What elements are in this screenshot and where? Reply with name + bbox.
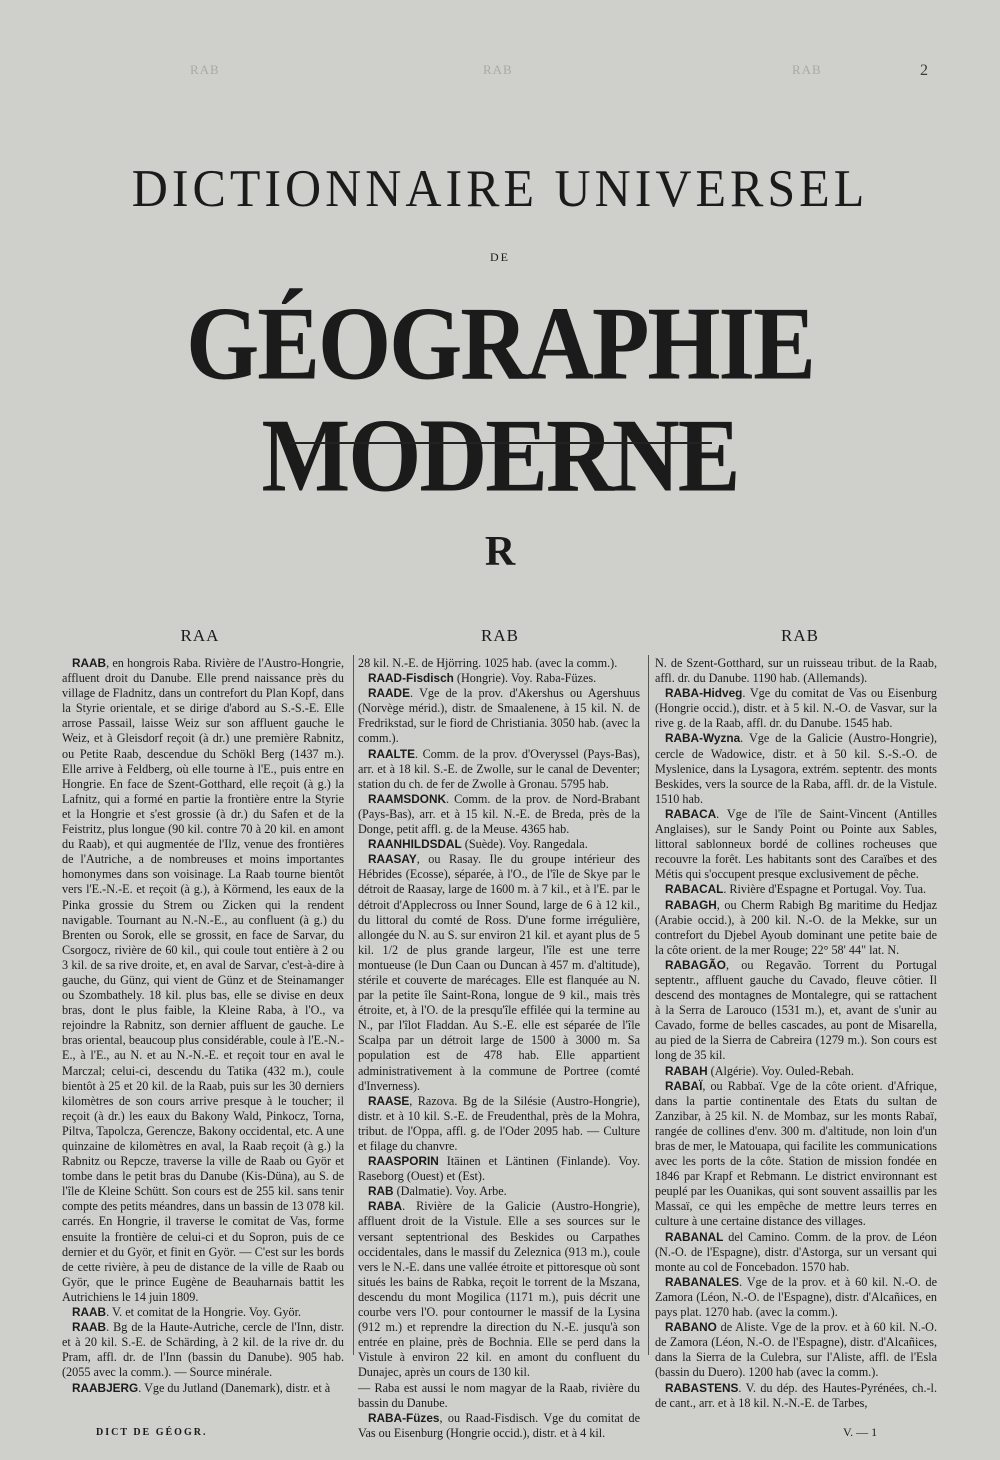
dictionary-entry <box>655 898 937 958</box>
entry-headword: RAAD-Fisdisch <box>368 671 454 686</box>
footer-right: V. — 1 <box>843 1425 878 1439</box>
entry-headword: RABA <box>368 1199 403 1214</box>
entry-headword: RAALTE <box>368 746 415 761</box>
section-letter: R <box>484 529 516 575</box>
dictionary-entry <box>655 686 937 731</box>
entry-headword: RAAB <box>72 1320 107 1335</box>
entry-text: Itäinen et Läntinen (Finlande). Voy. Raseborg (Ouest) et (Est). <box>358 1154 640 1184</box>
column-divider <box>353 655 354 1355</box>
entry-headword: RAADE <box>368 686 410 701</box>
dictionary-entry <box>358 1184 640 1199</box>
entry-text: . Vge de la prov. d'Akershus ou Agershuus (Norvège mérid.), distr. de Smaalenene, à 15 kil. N. de Fredrikstad, sur le fiord de Christiania. 3050 hab. (avec la comm.). <box>358 686 640 746</box>
dictionary-entry <box>655 1275 937 1320</box>
dictionary-entry <box>655 1079 937 1230</box>
column-heading-3: RAB <box>781 626 819 645</box>
column-heading-2: RAB <box>481 626 519 645</box>
dictionary-entry <box>655 656 937 686</box>
dictionary-entry <box>655 1230 937 1275</box>
title-rule <box>289 442 712 444</box>
dictionary-entry <box>62 656 344 1305</box>
entry-headword: RABAGÃO <box>665 957 726 972</box>
dictionary-entry <box>655 1381 937 1411</box>
entry-headword: RAAB <box>72 656 107 670</box>
dictionary-entry <box>358 656 640 671</box>
entry-text: . Comm. de la prov. de Nord-Brabant (Pays-Bas), arr. et à 15 kil. N.-E. de Breda, près de la Donge, petit affl. g. de la Meuse. 4365 hab. <box>358 791 640 837</box>
entry-headword: RAASPORIN <box>368 1154 439 1169</box>
entry-text: , ou Regavão. Torrent du Portugal septentr., affluent gauche du Cavado, fleuve côtier. Il descend des montagnes de Montalegre, qui se rattachent à la Serra de Larouco (1531 m.), et, avant de s'unir au Cavado, forme de belles cascades, au pont de Misarella, au pied de la Sierra de Cabreira (1279 m.). Son cours est long de 35 kil. <box>655 957 937 1063</box>
entry-headword: RABANAL <box>665 1229 724 1244</box>
dictionary-entry <box>655 807 937 882</box>
entry-headword: RAASAY <box>368 852 417 867</box>
dictionary-entry <box>62 1320 344 1380</box>
entry-headword: RAASE <box>368 1093 410 1108</box>
entry-text: — Raba est aussi le nom magyar de la Raab, rivière du bassin du Danube. <box>358 1380 640 1410</box>
ghost-running-head-right: RAB <box>792 62 822 77</box>
entry-headword: RABA-Hidveg <box>665 686 743 701</box>
entry-text: del Camino. Comm. de la prov. de Léon (N.-O. de l'Espagne), distr. d'Astorga, sur un versant qui monte au col de Foncebadon. 1570 hab. <box>655 1229 937 1274</box>
entry-text: de Aliste. Vge de la prov. et à 60 kil. N.-O. de Zamora (Léon, N.-O. de l'Espagne), distr. d'Alcañices, dans la Sierra de la Culebra, sur l'Aliste, affl. de l'Esla (bassin du Duero). 1200 hab (avec la comm.). <box>655 1320 937 1380</box>
column-heading-1: RAA <box>180 626 220 645</box>
entry-headword: RABA-Füzes <box>368 1410 440 1425</box>
entry-text: (Dalmatie). Voy. Arbe. <box>393 1184 507 1199</box>
entry-text: (Algérie). Voy. Ouled-Rebah. <box>707 1063 854 1078</box>
entry-headword: RAAMSDONK <box>368 791 446 806</box>
entry-text: . V. et comitat de la Hongrie. Voy. Györ. <box>106 1305 302 1320</box>
entry-headword: RABA-Wyzna <box>665 731 741 746</box>
entry-text: , Razova. Bg de la Silésie (Austro-Hongrie), distr. et à 10 kil. S.-E. de Freudenthal, près de la Mohra, tribut. de l'Oppa, affl. g. de l'Oder 2095 hab. — Culture et filage du chanvre. <box>358 1093 640 1153</box>
title-line-3: GÉOGRAPHIE MODERNE <box>186 285 814 515</box>
entry-text: . Vge de l'île de Saint-Vincent (Antilles Anglaises), sur le Sandy Point ou Pointe aux Sables, littoral sablonneux bordé de collines rocheuses que recouvre la forêt. Les habitants sont des Caraïbes et des Métis qui s'occupent presque exclusivement de pêche. <box>655 806 937 882</box>
entry-text: , ou Raad-Fisdisch. Vge du comitat de Vas ou Eisenburg (Hongrie occid.), distr. et à 4 kil. <box>358 1410 640 1440</box>
dictionary-entry <box>358 671 640 686</box>
entry-headword: RAB <box>368 1184 394 1199</box>
entry-text: . Bg de la Haute-Autriche, cercle de l'Inn, distr. et à 20 kil. S.-E. de Schärding, à 2 kil. de la rive dr. du Pram, affl. dr. de l'Inn (bassin du Danube). 905 hab. (2055 avec la comm.). — Source minérale. <box>62 1320 344 1380</box>
entry-text: (Suède). Voy. Rangedala. <box>461 837 588 852</box>
entry-headword: RABASTENS <box>665 1380 739 1395</box>
dictionary-entry <box>358 1199 640 1380</box>
entry-headword: RABAH <box>665 1063 708 1078</box>
dictionary-entry <box>62 1305 344 1320</box>
dictionary-entry <box>358 686 640 746</box>
page-number: 2 <box>920 62 928 79</box>
entry-headword: RABACA <box>665 806 717 821</box>
entry-headword: RABACAL <box>665 882 724 897</box>
ghost-running-head-left: RAB <box>190 62 220 77</box>
dictionary-entry <box>358 1094 640 1154</box>
entry-text: . Vge du Jutland (Danemark), distr. et à <box>138 1380 331 1395</box>
column-2 <box>358 656 640 1440</box>
entry-text: 28 kil. N.-E. de Hjörring. 1025 hab. (avec la comm.). <box>358 656 618 670</box>
entry-text: . Vge de la Galicie (Austro-Hongrie), cercle de Wadowice, distr. et à 50 kil. S.-S.-O. de Myslenice, dans la Lysagora, extrém. septentr. des monts Beskides, vers la source de la Raba, affl. dr. de la Vistule. 1510 hab. <box>655 731 937 806</box>
dictionary-entry <box>655 1064 937 1079</box>
dictionary-entry <box>358 1381 640 1411</box>
entry-headword: RAAB <box>72 1305 107 1320</box>
title-line-2: DE <box>490 250 510 264</box>
entry-text: . Vge de la prov. et à 60 kil. N.-O. de Zamora (Léon, N.-O. de l'Espagne), distr. d'Alcañices, en pays plat. 1270 hab. (avec la comm.). <box>655 1274 937 1320</box>
column-divider <box>648 655 649 1355</box>
entry-headword: RABAÏ <box>665 1078 703 1093</box>
ghost-running-head-center: RAB <box>483 62 513 77</box>
dictionary-entry <box>655 731 937 806</box>
entry-headword: RAANHILDSDAL <box>368 837 462 852</box>
dictionary-entry <box>62 1381 344 1396</box>
dictionary-entry <box>655 958 937 1064</box>
entry-text: , ou Cherm Rabigh Bg maritime du Hedjaz (Arabie occid.), à 200 kil. N.-O. de la Mekke, sur un contrefort du Djebel Ayoub dominant une petite baie de la côte orient. de la mer Rouge; 22° 58' 44" lat. N. <box>655 897 937 957</box>
dictionary-entry <box>358 1154 640 1184</box>
dictionary-entry <box>655 882 937 897</box>
entry-text: . Vge du comitat de Vas ou Eisenburg (Hongrie occid.), distr. et à 5 kil. N.-O. de Vasvar, sur la rive g. de la Raab, affl. dr. du Danube. 1545 hab. <box>655 686 937 731</box>
entry-headword: RABANALES <box>665 1274 740 1289</box>
dictionary-entry <box>358 852 640 1094</box>
entry-headword: RAABJERG <box>72 1380 139 1395</box>
entry-text: . Rivière d'Espagne et Portugal. Voy. Tua. <box>723 882 927 897</box>
footer-left: DICT DE GÉOGR. <box>96 1427 208 1438</box>
entry-text: . Comm. de la prov. d'Overyssel (Pays-Bas), arr. et à 18 kil. S.-E. de Zwolle, sur le canal de Deventer; station du ch. de fer de Zwolle à Gronau. 5795 hab. <box>358 746 640 791</box>
dictionary-entry <box>358 1411 640 1441</box>
column-3 <box>655 656 937 1410</box>
dictionary-entry <box>358 747 640 792</box>
entry-text: N. de Szent-Gotthard, sur un ruisseau tribut. de la Raab, affl. dr. du Danube. 1190 hab. (Allemands). <box>655 656 937 686</box>
entry-text: , ou Rabbaï. Vge de la côte orient. d'Afrique, dans la partie continentale des Etats du sultan de Zanzibar, à 25 kil. N. de Mombaz, sur les monts Rabaï, rangée de collines d'env. 300 m. d'altitude, non loin d'un bras de mer, le Matouapa, qui facilite les communications avec les ports de la côte. Station de mission fondée en 1846 par Krapf et Rebmann. Le district environnant est peuplé par les Ouanikas, qui sont souvent assaillis par les Massaï, ce qui les empêche de mettre leurs terres en culture à une certaine distance des villages. <box>655 1078 937 1229</box>
entry-text: , en hongrois Raba. Rivière de l'Austro-Hongrie, affluent droit du Danube. Elle prend naissance près du village de Fladnitz, dans un contrefort du Plan Kopf, dans la Styrie orientale, et se dirige d'abord au S.-S.-E. Elle arrose Passail, laisse Weiz sur son affluent gauche le Weiz, et à Gleisdorf reçoit (à dr.) une première Rabnitz, ou Petite Raab, descendue du Schökl Berg (1437 m.). Elle arrive à Feldberg, où elle tourne à l'E., puis entre en Hongrie. En face de Szent-Gotthard, elle reçoit (à g.) la Lafnitz, qui a formé en partie la frontière entre la Styrie et la Hongrie et s'est grossie (à dr.) du Safen et de la Feistritz, plus longue (90 kil. contre 70 à 20 kil. en amont du Raab), et qui augmentée de l'Ilz, venue des frontières de l'Autriche, a de nombreuses et moins importantes homonymes dans son voisinage. La Raab tourne bientôt vers l'E.-N.-E. et reçoit (à g.), à Körmend, les eaux de la Pinka grossie du Strem ou Zicken qui la rendent navigable. Tournant au N.-N.-E., au confluent (à g.) du Brenten ou Sorok, elle se grossit, en face de Sarvar, du Csorgocz, rivière de 60 kil., qui coule tout entière à 2 ou 3 kil. de sa rive droite, et, en aval de Sarvar, c'est-à-dire à gauche, du Günz, qui vient de Günz et de Steinamanger ou Szombathely. 18 kil. plus bas, elle se divise en deux bras, dont le plus faible, la Kleine Raba, à l'O., va rejoindre la Rabnitz, son dernier affluent de gauche. Le bras oriental, beaucoup plus considérable, coule à l'E.-N.-E., à l'E., au N. et au N.-N.-E. et reçoit tour en aval le Marczal; celui-ci, descendu du Tatika (432 m.), coule bientôt à 25 et 20 kil. de la Raab, puis sur les 30 derniers kilomètres de son cours arrive presque à le toucher; il reçoit (à dr.) les eaux du Bakony Wald, Pinkocz, Torna, Piltva, Tapolcza, Gerencze, Bakony occidental, etc. A une quinzaine de kilomètres en aval, la Raab reçoit (à g.) la Rabnitz ou Repcze, traverse la ville de Raab ou Györ et tombe dans le petit bras du Danube (Kis-Düna), au S. de l'île de Kleine Schütt. Son cours est de 255 kil. sans tenir compte des petits méandres, dans un bassin de 13 078 kil. carrés. En Hongrie, il traverse le comitat de Vas, forme ensuite la frontière de celui-ci et du Sopron, puis de ce dernier et du Györ, et finit en Györ. — C'est sur les bords de cette rivière, à peu de distance de la ville de Raab ou Györ, que le prince Eugène de Beauharnais battit les Autrichiens le 14 juin 1809. <box>62 656 344 1304</box>
title-line-1: DICTIONNAIRE UNIVERSEL <box>131 158 869 218</box>
entry-headword: RABAGH <box>665 897 717 912</box>
dictionary-entry <box>655 1320 937 1380</box>
entry-text: . V. du dép. des Hautes-Pyrénées, ch.-l. de cant., arr. et à 18 kil. N.-N.-E. de Tarbes, <box>655 1380 937 1410</box>
entry-text: , ou Rasay. Ile du groupe intérieur des Hébrides (Ecosse), séparée, à l'O., de l'île de Skye par le détroit de Raasay, large de 1600 m. à 7 kil., et à l'E. par le détroit d'Applecross ou Inner Sound, large de 6 à 12 kil., du littoral du comté de Ross. D'une forme irrégulière, allongée du N. au S. sur environ 21 kil. et ayant plus de 5 kil. 1/2 de plus grande largeur, l'île est une terre montueuse (le Dun Caan ou Duncan à 457 m. d'altitude), stérile et couverte de marécages. Elle est flanquée au N. par la petite île Saint-Rona, longue de 9 kil., mais très étroite, et, à l'O. de la presqu'île effilée qui la termine au N., par l'îlot Fladdan. Au S.-E. elle est séparée de l'île Scalpa par un détroit large de 1500 à 3000 m. Sa population est de 478 hab. Elle appartient administrativement à la commune de Portree (comté d'Inverness). <box>358 852 640 1093</box>
entry-text: (Hongrie). Voy. Raba-Füzes. <box>453 671 597 686</box>
dictionary-entry <box>358 837 640 852</box>
dictionary-entry <box>358 792 640 837</box>
column-1 <box>62 656 344 1395</box>
entry-headword: RABANO <box>665 1320 717 1335</box>
entry-text: . Rivière de la Galicie (Austro-Hongrie), affluent droit de la Vistule. Elle a ses sources sur le versant septentrional des Beskides ou Carpathes occidentales, dans le massif du Zeleznica (913 m.), coule vers le N.-E. dans une vallée étroite et pittoresque où sont situés les bains de Rabka, reçoit le torrent de la Mszana, descendu du mont Mogilica (1171 m.), puis décrit une courbe vers l'O. pour contourner le massif de la Lysina (912 m.) et reprendre la direction du N.-E. jusqu'à son entrée en plaine, près de Bochnia. Elle se perd dans la Vistule à environ 22 kil. en amont du confluent du Dunajec, après un cours de 130 kil. <box>358 1199 640 1380</box>
